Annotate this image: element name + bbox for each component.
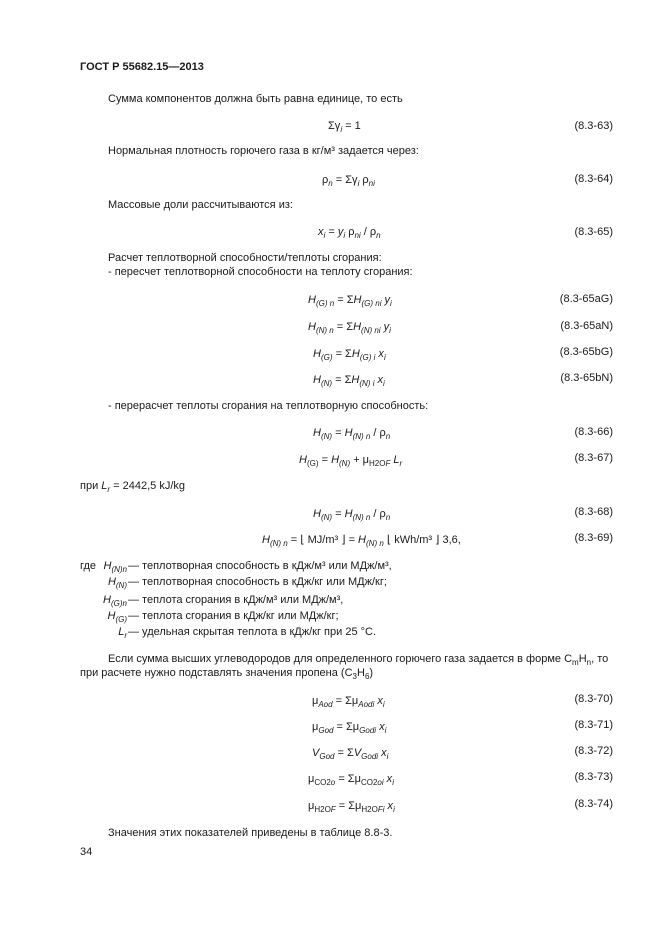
paragraph-density: Нормальная плотность горючего газа в кг/м³ задается через: (108, 145, 419, 157)
equation-number: (8.3-67) (574, 452, 613, 464)
definition-symbol: $H_{(N)n}$ (103, 560, 127, 574)
paragraph-latent-heat-value: при $L_r = 2442,5$ kJ/kg (80, 480, 185, 494)
paragraph-table-reference: Значения этих показателей приведены в таблице 8.8-3. (108, 827, 393, 839)
equation-64: $\rho_n = \Sigma\gamma_i$ $\rho_{ni}$ (322, 174, 375, 188)
equation-number: (8.3-63) (574, 120, 613, 132)
equation-number: (8.3-65) (574, 226, 613, 238)
equation-number: (8.3-73) (574, 771, 613, 783)
equation-number: (8.3-65bN) (560, 372, 613, 384)
equation-number: (8.3-65bG) (559, 346, 613, 358)
equation-number: (8.3-74) (574, 798, 613, 810)
equation-65aN: $H_{(N) n} = \Sigma H_{(N) ni}$ $y_i$ (308, 321, 391, 335)
equation-number: (8.3-70) (574, 693, 613, 705)
equation-number: (8.3-69) (574, 532, 613, 544)
equation-63: $\Sigma\gamma_i = 1$ (328, 120, 361, 134)
equation-number: (8.3-68) (574, 506, 613, 518)
paragraph-reverse-conversion: - перерасчет теплоты сгорания на теплотворную способность: (108, 400, 429, 412)
equation-70: $\mu_{Aod} = \Sigma\mu_{Aodi}$ $x_i$ (312, 695, 385, 709)
equation-66: $H_{(N)} = H_{(N) n} / \rho_n$ (313, 427, 391, 441)
equation-69: $H_{(N) n}$ = ⌊ MJ/m³ ⌋ = $H_{(N) n}$ ⌊ kWh/m³ ⌋ 3,6, (262, 534, 461, 548)
definitions-lead: где (80, 560, 97, 572)
definition-symbol: $H_{(G)n}$ (103, 594, 127, 608)
equation-number: (8.3-64) (574, 173, 613, 185)
equation-number: (8.3-65aN) (560, 320, 613, 332)
paragraph-heat-calc: Расчет теплотворной способности/теплоты сгорания: (108, 252, 382, 264)
definition-text: — теплота сгорания в кДж/м³ или МДж/м³, (128, 594, 344, 606)
equation-72: $V_{God} = \Sigma V_{Godi}$ $x_i$ (312, 747, 389, 761)
definition-symbol: $L_r$ (118, 626, 127, 640)
paragraph-hydrocarbons: Если сумма высших углеводородов для определенного горючего газа задается в форме $C_mH_n$, то (108, 653, 609, 667)
paragraph-propene: при расчете нужно подставлять значения пропена $(C_3H_6)$ (80, 667, 374, 681)
equation-number: (8.3-72) (574, 745, 613, 757)
equation-number: (8.3-65aG) (559, 293, 613, 305)
equation-65bN: $H_{(N)} = \Sigma H_{(N) i}$ $x_i$ (313, 374, 385, 388)
equation-67: $H_{(G)} = H_{(N)} + \mu_{H2OF}$ $L_r$ (299, 454, 403, 468)
equation-65: $x_i = y_i$ $\rho_{ni} / \rho_n$ (318, 226, 381, 240)
equation-65aG: $H_{(G) n} = \Sigma H_{(G) ni}$ $y_i$ (308, 294, 392, 308)
definition-symbol: $H_{(N)}$ (107, 576, 127, 590)
equation-number: (8.3-71) (574, 719, 613, 731)
equation-65bG: $H_{(G)} = \Sigma H_{(G) i}$ $x_i$ (313, 348, 386, 362)
equation-73: $\mu_{CO2o} = \Sigma\mu_{CO2oi}$ $x_i$ (308, 773, 394, 787)
document-header: ГОСТ Р 55682.15—2013 (80, 61, 204, 73)
paragraph-sum-components: Сумма компонентов должна быть равна единице, то есть (108, 93, 403, 105)
definition-text: — теплотворная способность в кДж/м³ или МДж/м³, (128, 560, 392, 572)
equation-71: $\mu_{God} = \Sigma\mu_{Godi}$ $x_i$ (312, 721, 387, 735)
paragraph-heat-conversion: - пересчет теплотворной способности на теплоту сгорания: (108, 266, 413, 278)
equation-number: (8.3-66) (574, 426, 613, 438)
page-number: 34 (80, 846, 93, 858)
equation-68: $H_{(N)} = H_{(N) n} / \rho_n$ (313, 508, 391, 522)
definition-symbol: $H_{(G)}$ (107, 610, 127, 624)
equation-74: $\mu_{H2OF} = \Sigma\mu_{H2OFi}$ $x_i$ (308, 800, 395, 814)
definition-text: — теплотворная способность в кДж/кг или МДж/кг; (128, 576, 387, 588)
paragraph-mass-fractions: Массовые доли рассчитываются из: (108, 199, 293, 211)
definition-text: — теплота сгорания в кДж/кг или МДж/кг; (128, 610, 339, 622)
definition-text: — удельная скрытая теплота в кДж/кг при 25 °С. (128, 626, 377, 638)
